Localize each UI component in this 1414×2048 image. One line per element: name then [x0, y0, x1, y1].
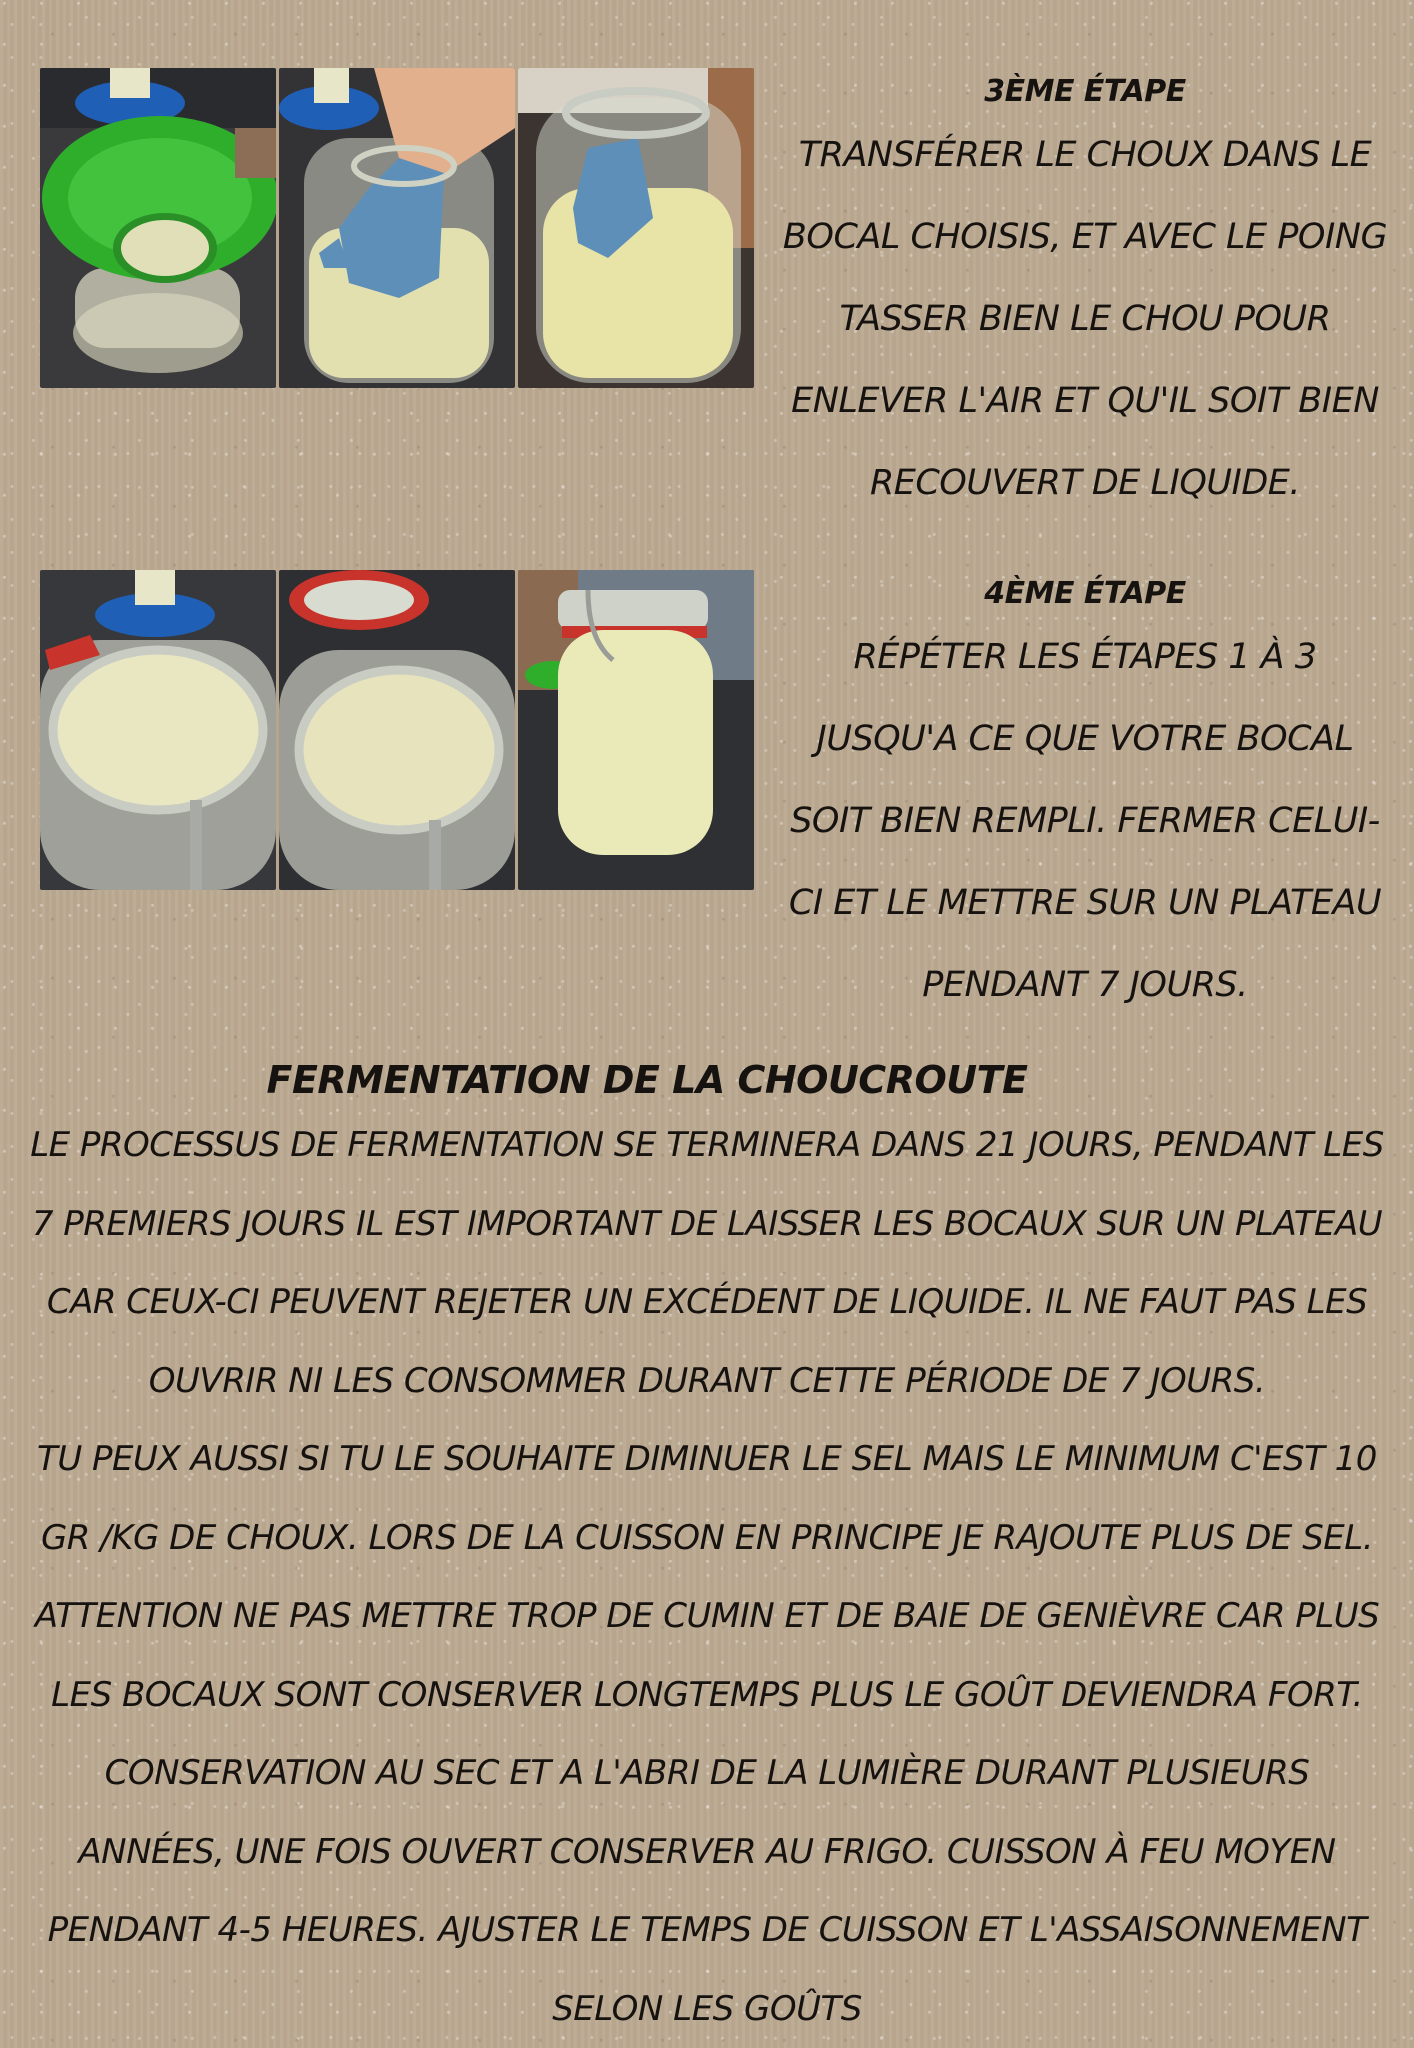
fermentation-text-2: TU PEUX AUSSI SI TU LE SOUHAITE DIMINUER LE SEL MAIS LE MINIMUM C'EST 10 GR /KG DE CHOUX. LORS DE LA CUISSON EN PRINCIPE JE RAJOUTE PLUS DE SEL. ATTENTION NE PAS METTRE TROP DE CUMIN ET DE BAIE DE GENIÈVRE CAR PLUS LES BOCAUX SONT CONSERVER LONGTEMPS PLUS LE GOÛT DEVIENDRA FORT. CONSERVATION AU SEC ET A L'ABRI DE LA LUMIÈRE DURANT PLUSIEURS ANNÉES, UNE FOIS OUVERT CONSERVER AU FRIGO. CUISSON À FEU MOYEN PENDANT 4-5 HEURES. AJUSTER LE TEMPS DE CUISSON ET L'ASSAISONNEMENT SELON LES GOÛTS	[34, 1439, 1380, 2029]
step3-title: 3ÈME ÉTAPE	[984, 74, 1186, 109]
step4-text: RÉPÉTER LES ÉTAPES 1 À 3 JUSQU'A CE QUE VOTRE BOCAL SOIT BIEN REMPLI. FERMER CELUI-CI ET LE METTRE SUR UN PLATEAU PENDANT 7 JOURS.	[788, 637, 1382, 1005]
step4-title: 4ÈME ÉTAPE	[984, 576, 1186, 611]
step3-block	[780, 74, 1390, 524]
photo-jar-top-view-1	[40, 570, 276, 890]
photo-closed-jar	[518, 570, 754, 890]
photo-jar-filled-glove	[518, 68, 754, 388]
photo-gloved-hand-pressing	[279, 68, 515, 388]
photo-jar-top-view-2	[279, 570, 515, 890]
photo-funnel-on-jar	[40, 68, 276, 388]
fermentation-title: FERMENTATION DE LA CHOUCROUTE	[266, 1058, 1028, 1102]
step4-block	[780, 576, 1390, 1026]
fermentation-section	[28, 1054, 1386, 2048]
step3-text: TRANSFÉRER LE CHOUX DANS LE BOCAL CHOISIS, ET AVEC LE POING TASSER BIEN LE CHOU POUR ENLEVER L'AIR ET QU'IL SOIT BIEN RECOUVERT DE LIQUIDE.	[782, 135, 1388, 503]
fermentation-text-1: LE PROCESSUS DE FERMENTATION SE TERMINERA DANS 21 JOURS, PENDANT LES 7 PREMIERS JOURS IL EST IMPORTANT DE LAISSER LES BOCAUX SUR UN PLATEAU CAR CEUX-CI PEUVENT REJETER UN EXCÉDENT DE LIQUIDE. IL NE FAUT PAS LES OUVRIR NI LES CONSOMMER DURANT CETTE PÉRIODE DE 7 JOURS.	[30, 1125, 1384, 1401]
step3-photo-strip	[40, 68, 754, 388]
step4-photo-strip	[40, 570, 754, 890]
